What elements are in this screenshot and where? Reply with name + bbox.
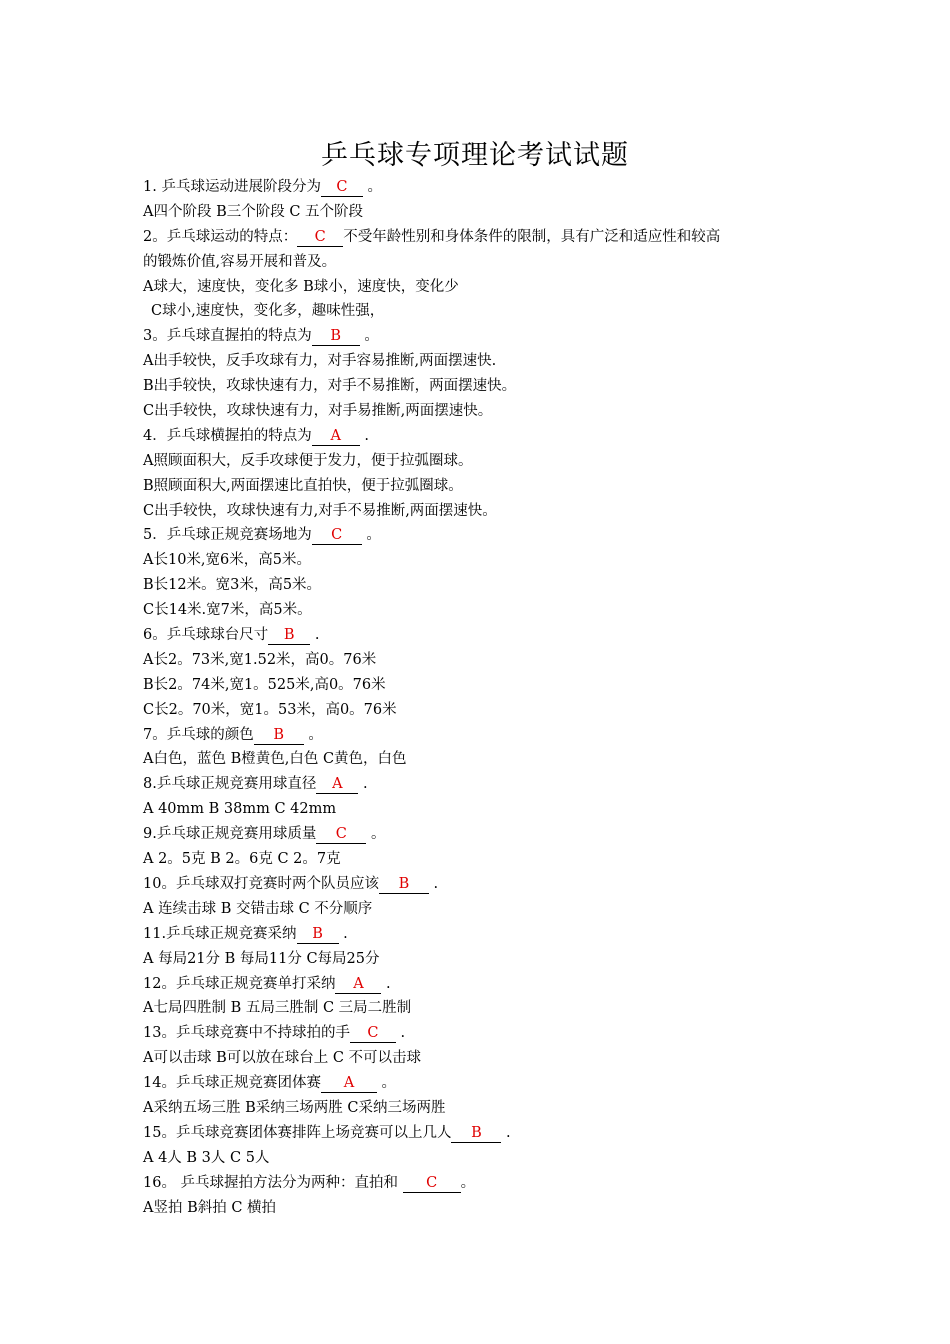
question-list [143, 175, 833, 1220]
question-ending: . [359, 427, 369, 444]
answer-blank: A [312, 429, 360, 446]
question-text: 4．乒乓球横握拍的特点为 [143, 427, 312, 444]
text-line: B照顾面积大,两面摆速比直拍快，便于拉弧圈球。 [143, 477, 463, 494]
text-line: C出手较快，攻球快速有力,对手不易推断,两面摆速快。 [143, 502, 497, 519]
text-line: A四个阶段 B三个阶段 C 五个阶段 [143, 203, 364, 220]
question-ending: 。 [303, 726, 323, 743]
answer-blank: C [350, 1026, 396, 1043]
question-text: 9.乒乓球正规竞赛用球质量 [143, 826, 317, 843]
text-line: A可以击球 B可以放在球台上 C 不可以击球 [143, 1050, 422, 1067]
question-text: 6。乒乓球球台尺寸 [143, 627, 269, 644]
question-text: 2。乒乓球运动的特点： [143, 228, 298, 245]
text-line: A 4人 B 3人 C 5人 [143, 1149, 270, 1166]
question-line [143, 872, 833, 897]
question-line [143, 972, 833, 997]
question-ending: 。 [366, 826, 386, 843]
question-ending: 。 [460, 1174, 476, 1191]
text-line: A采纳五场三胜 B采纳三场两胜 C采纳三场两胜 [143, 1099, 446, 1116]
question-line [143, 623, 833, 648]
question-ending: . [395, 1025, 406, 1042]
answer-blank: B [268, 628, 310, 645]
question-ending: 不受年龄性别和身体条件的限制，具有广泛和适应性和较高 [343, 228, 721, 245]
question-text: 1. 乒乓球运动进展阶段分为 [143, 179, 321, 195]
text-line: 的锻炼价值,容易开展和普及。 [143, 253, 337, 270]
text-line: A球大，速度快，变化多 B球小，速度快，变化少 [143, 278, 459, 295]
answer-blank: B [254, 728, 304, 745]
question-line [143, 225, 833, 250]
question-line [143, 772, 833, 797]
text-line: A照顾面积大，反手攻球便于发力，便于拉弧圈球。 [143, 452, 473, 469]
question-ending: 。 [361, 527, 381, 544]
text-line: C长2。70米，宽1。53米，高0。76米 [143, 701, 397, 718]
text-line: C长14米.宽7米，高5米。 [143, 602, 312, 619]
text-line: A竖拍 B斜拍 C 横拍 [143, 1199, 277, 1216]
question-text: 12。乒乓球正规竞赛单打采纳 [143, 975, 336, 992]
answer-blank: C [403, 1176, 461, 1193]
question-text: 11.乒乓球正规竞赛采纳 [143, 925, 297, 942]
question-line [143, 822, 833, 847]
answer-blank: C [321, 180, 363, 197]
question-text: 10。乒乓球双打竞赛时两个队员应该 [143, 875, 379, 892]
text-line: A 连续击球 B 交错击球 C 不分顺序 [143, 900, 373, 917]
text-line: C球小,速度快，变化多，趣味性强， [151, 303, 385, 320]
question-text: 3。乒乓球直握拍的特点为 [143, 328, 312, 345]
question-ending: . [381, 975, 391, 992]
text-line: A 每局21分 B 每局11分 C每局25分 [143, 950, 380, 967]
page-title: 乒乓球专项理论考试试题 [321, 140, 629, 171]
text-line: B出手较快，攻球快速有力，对手不易推断，两面摆速快。 [143, 378, 517, 395]
question-ending: 。 [376, 1075, 397, 1092]
text-line: A长2。73米,宽1.52米，高0。76米 [143, 651, 377, 668]
question-line [143, 1021, 833, 1046]
text-line: A出手较快，反手攻球有力，对手容易推断,两面摆速快. [143, 353, 497, 370]
question-ending: 。 [362, 179, 383, 195]
question-ending: . [501, 1124, 511, 1141]
answer-blank: B [297, 927, 339, 944]
answer-blank: A [316, 777, 358, 794]
question-text: 7。乒乓球的颜色 [143, 726, 254, 743]
answer-blank: B [312, 329, 360, 346]
text-line: A 2。5克 B 2。6克 C 2。7克 [143, 851, 341, 868]
question-text: 16。 乒乓球握拍方法分为两种：直拍和 [143, 1174, 403, 1191]
text-line: A 40mm B 38mm C 42mm [143, 801, 337, 818]
text-line: B长12米。宽3米，高5米。 [143, 577, 322, 594]
question-ending: 。 [359, 328, 379, 345]
question-ending: . [310, 627, 320, 644]
question-text: 14。乒乓球正规竞赛团体赛 [143, 1075, 321, 1092]
answer-blank: A [335, 977, 381, 994]
answer-blank: B [379, 877, 429, 894]
text-line: C出手较快，攻球快速有力，对手易推断,两面摆速快。 [143, 403, 493, 420]
question-text: 13。乒乓球竞赛中不持球拍的手 [143, 1025, 350, 1042]
answer-blank: B [451, 1126, 501, 1143]
answer-blank: A [321, 1076, 377, 1093]
question-line [143, 723, 833, 748]
question-line [143, 523, 833, 548]
text-line: A长10米,宽6米，高5米。 [143, 552, 311, 569]
question-line [143, 1071, 833, 1096]
answer-blank: C [312, 528, 362, 545]
question-ending: . [428, 875, 439, 892]
answer-blank: C [316, 827, 366, 844]
question-text: 15。乒乓球竞赛团体赛排阵上场竞赛可以上几人 [143, 1124, 452, 1141]
question-line [143, 1171, 833, 1196]
text-line: A七局四胜制 B 五局三胜制 C 三局二胜制 [143, 1000, 412, 1017]
question-text: 8.乒乓球正规竞赛用球直径 [143, 776, 317, 793]
question-line [143, 1121, 833, 1146]
question-ending: . [338, 925, 348, 942]
question-line [143, 922, 833, 947]
question-ending: . [358, 776, 368, 793]
text-line: B长2。74米,宽1。525米,高0。76米 [143, 676, 386, 693]
question-text: 5．乒乓球正规竞赛场地为 [143, 527, 312, 544]
answer-blank: C [297, 230, 343, 247]
text-line: A白色，蓝色 B橙黄色,白色 C黄色，白色 [143, 751, 407, 768]
question-line [143, 175, 833, 200]
question-line [143, 324, 833, 349]
question-line [143, 424, 833, 449]
